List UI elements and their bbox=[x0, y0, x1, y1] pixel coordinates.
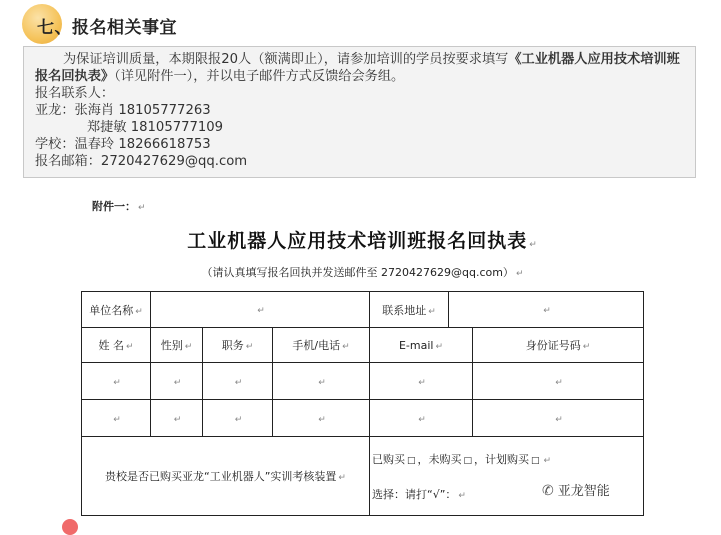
blank-cell[interactable]: ↵ bbox=[203, 400, 273, 437]
header-email: E-mail ↵ bbox=[370, 328, 473, 363]
table-row bbox=[82, 400, 644, 437]
blank-cell[interactable]: ↵ bbox=[370, 400, 473, 437]
table-row bbox=[82, 292, 644, 328]
blank-cell[interactable]: ↵ bbox=[82, 400, 151, 437]
contact-address-label: 联系地址 ↵ bbox=[370, 292, 449, 328]
contact-line-3: 学校：温春玲 18266618753 bbox=[35, 137, 211, 152]
checkbox-not-bought[interactable]: □ bbox=[463, 456, 473, 466]
next-section-badge bbox=[62, 519, 78, 535]
blank-cell[interactable]: ↵ bbox=[473, 363, 644, 400]
registration-info-box bbox=[23, 46, 696, 178]
section-title: 七、报名相关事宜 bbox=[37, 18, 177, 38]
blank-cell[interactable]: ↵ bbox=[151, 363, 203, 400]
purchase-options[interactable] bbox=[370, 437, 644, 516]
intro-text-end: （详见附件一），并以电子邮件方式反馈给会务组。 bbox=[114, 69, 405, 84]
blank-cell[interactable]: ↵ bbox=[273, 363, 370, 400]
header-position: 职务 ↵ bbox=[203, 328, 273, 363]
section-header bbox=[22, 4, 694, 44]
table-row bbox=[82, 437, 644, 516]
blank-cell[interactable]: ↵ bbox=[473, 400, 644, 437]
blank-cell[interactable]: ↵ bbox=[370, 363, 473, 400]
watermark: ✆ 亚龙智能 bbox=[542, 483, 610, 499]
contact-label: 报名联系人： bbox=[35, 86, 115, 101]
header-gender: 性别 ↵ bbox=[151, 328, 203, 363]
purchase-question: 贵校是否已购买亚龙“工业机器人”实训考核装置 ↵ bbox=[82, 437, 370, 516]
intro-text: 为保证培训质量，本期限报20人（额满即止），请参加培训的学员按要求填写 bbox=[63, 52, 509, 67]
intro-paragraph bbox=[35, 51, 685, 85]
blank-cell[interactable]: ↵ bbox=[273, 400, 370, 437]
header-id-number: 身份证号码 ↵ bbox=[473, 328, 644, 363]
select-instruction: 选择：请打“√”： ↵ bbox=[372, 488, 466, 501]
contact-line-2: 郑捷敏 18105777109 bbox=[87, 120, 224, 135]
email-line: 报名邮箱：2720427629@qq.com bbox=[35, 154, 248, 169]
blank-cell[interactable]: ↵ bbox=[82, 363, 151, 400]
table-row bbox=[82, 363, 644, 400]
unit-name-cell[interactable]: ↵ bbox=[151, 292, 370, 328]
contact-address-cell[interactable]: ↵ bbox=[449, 292, 644, 328]
contact-line-1: 亚龙：张海肖 18105777263 bbox=[35, 103, 211, 118]
header-phone: 手机/电话 ↵ bbox=[273, 328, 370, 363]
purchase-option-line: 已购买 □ ，未购买 □ ，计划购买 □ ↵ bbox=[372, 453, 552, 466]
form-subtitle: （请认真填写报名回执并发送邮件至 2720427629@qq.com） ↵ bbox=[201, 266, 524, 279]
header-name: 姓 名 ↵ bbox=[82, 328, 151, 363]
form-name-bold: 《工业机器人应用技术培训班报名回执表》 bbox=[35, 52, 680, 84]
unit-name-label: 单位名称 ↵ bbox=[82, 292, 151, 328]
attachment-label: 附件一： ↵ bbox=[92, 200, 146, 213]
blank-cell[interactable]: ↵ bbox=[203, 363, 273, 400]
form-title: 工业机器人应用技术培训班报名回执表 ↵ bbox=[187, 230, 538, 252]
checkbox-plan[interactable]: □ bbox=[531, 456, 540, 466]
table-header-row bbox=[82, 328, 644, 363]
wechat-icon: ✆ bbox=[542, 483, 554, 499]
blank-cell[interactable]: ↵ bbox=[151, 400, 203, 437]
checkbox-bought[interactable]: □ bbox=[407, 456, 416, 466]
attachment-document bbox=[80, 188, 645, 518]
